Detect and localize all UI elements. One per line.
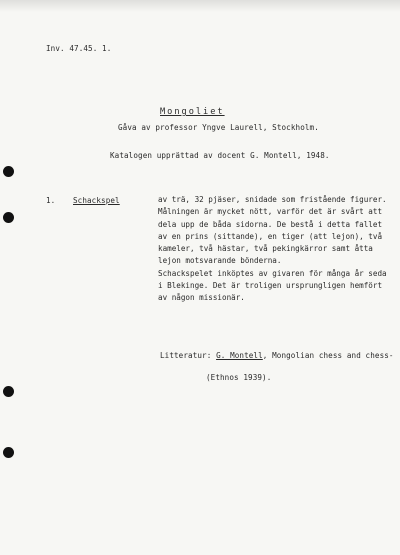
description-line: Schackspelet inköptes av givaren för många år seda [158,268,387,278]
literature-line [160,351,394,361]
description-line: Målningen är mycket nött, varför det är svårt att [158,207,383,217]
punch-hole [3,447,14,458]
inventory-number: Inv. 47.45. 1. [46,44,112,53]
description-line: av en prins (sittande), en tiger (att lejon), två [158,231,383,241]
item-number: 1. [46,196,56,205]
catalogue-line: Katalogen upprättad av docent G. Montell, 1948. [110,151,330,160]
description-line: dela upp de båda sidorna. De bestå i detta fallet [158,219,383,229]
item-description [158,194,396,305]
literature-citation: , Mongolian chess and chess- [262,351,394,360]
punch-hole [3,212,14,223]
punch-hole [3,386,14,397]
description-line: av trä, 32 pjäser, snidade som fristående figurer. [158,195,387,204]
punch-hole [3,166,14,177]
literature-source: (Ethnos 1939). [206,373,272,382]
page-edge-wear [0,0,400,12]
item-name: Schackspel [73,196,120,205]
literature-label: Litteratur: [160,351,212,360]
description-line: lejon motsvarande bönderna. [158,256,282,266]
description-line: i Blekinge. Det är troligen ursprungligen hemfört [158,281,383,291]
description-line: kameler, två hästar, två pekingkärror samt åtta [158,244,373,254]
literature-author: G. Montell [216,351,263,360]
page-title: Mongoliet [160,107,225,117]
gift-line: Gåva av professor Yngve Laurell, Stockholm. [118,123,319,132]
description-line: av någon missionär. [158,293,245,303]
